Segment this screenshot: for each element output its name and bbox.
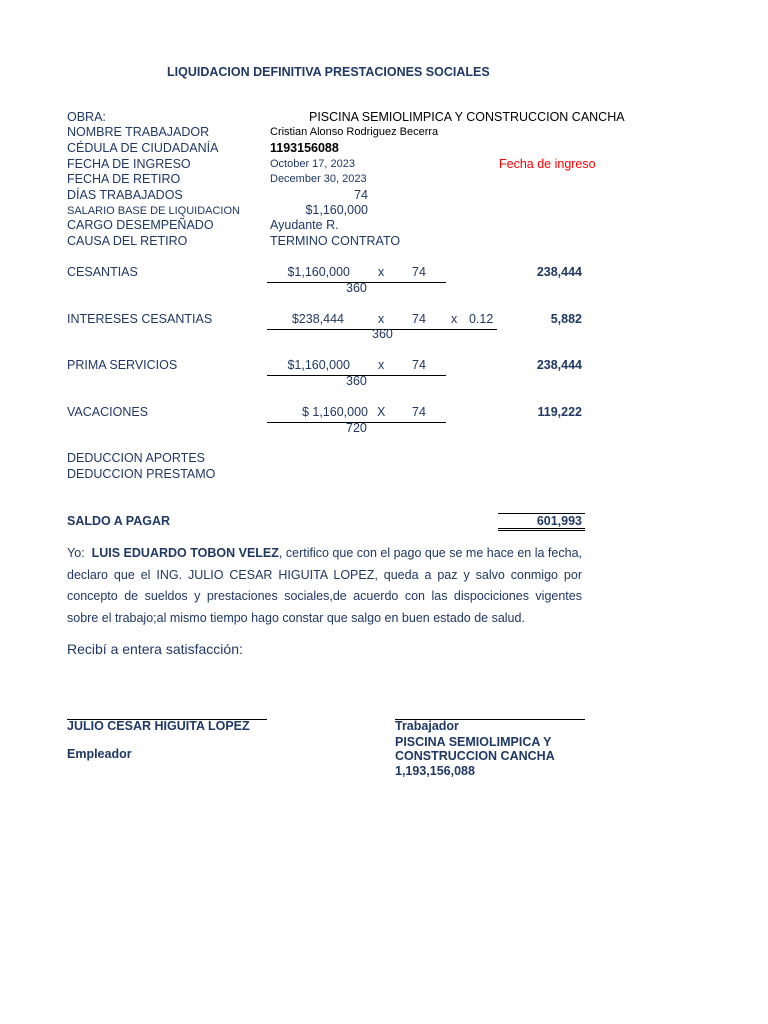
- prima-days: 74: [412, 358, 426, 372]
- retiro-label: FECHA DE RETIRO: [67, 172, 181, 186]
- empleador-name: JULIO CESAR HIGUITA LOPEZ: [67, 719, 250, 733]
- causa-value: TERMINO CONTRATO: [270, 234, 401, 248]
- retiro-value: December 30, 2023: [270, 173, 367, 185]
- cert-yo: Yo:: [67, 546, 85, 560]
- obra-value: PISCINA SEMIOLIMPICA Y CONSTRUCCION CANCHA: [309, 110, 625, 124]
- cesantias-label: CESANTIAS: [67, 265, 138, 279]
- vacaciones-label: VACACIONES: [67, 405, 149, 419]
- recibi-label: Recibí a entera satisfacción:: [67, 641, 243, 657]
- intereses-result: 5,882: [550, 312, 582, 326]
- cargo-value: Ayudante R.: [270, 218, 339, 232]
- saldo-double-line-2: [498, 530, 585, 531]
- saldo-value: 601,993: [536, 514, 582, 528]
- cert-name: LUIS EDUARDO TOBON VELEZ: [91, 546, 279, 560]
- vacaciones-base: $ 1,160,000: [301, 405, 368, 419]
- cedula-value: 1193156088: [270, 141, 339, 155]
- cesantias-divisor: 360: [346, 281, 367, 295]
- ingreso-label: FECHA DE INGRESO: [67, 157, 191, 171]
- intereses-days: 74: [412, 312, 426, 326]
- intereses-divisor: 360: [372, 327, 393, 341]
- salario-label: SALARIO BASE DE LIQUIDACION: [67, 205, 240, 217]
- trabajador-id: 1,193,156,088: [395, 764, 475, 778]
- ingreso-value: October 17, 2023: [270, 158, 356, 170]
- cargo-label: CARGO DESEMPEÑADO: [67, 218, 214, 232]
- vacaciones-divisor: 720: [346, 421, 367, 435]
- obra-label: OBRA:: [67, 110, 106, 124]
- prima-result: 238,444: [536, 358, 582, 372]
- intereses-base: $238,444: [291, 312, 344, 326]
- intereses-op: x: [378, 312, 385, 326]
- certification-paragraph: [67, 543, 582, 629]
- saldo-label: SALDO A PAGAR: [67, 514, 171, 528]
- intereses-label: INTERESES CESANTIAS: [67, 312, 213, 326]
- cesantias-result: 238,444: [536, 265, 582, 279]
- salario-value: $1,160,000: [305, 203, 368, 217]
- cedula-label: CÉDULA DE CIUDADANÍA: [67, 141, 219, 155]
- trabajador-obra: PISCINA SEMIOLIMPICA Y CONSTRUCCION CANCHA: [395, 735, 555, 763]
- dias-value: 74: [354, 188, 368, 202]
- nombre-label: NOMBRE TRABAJADOR: [67, 125, 210, 139]
- vacaciones-op: X: [377, 405, 386, 419]
- intereses-op2: x: [451, 312, 458, 326]
- trabajador-label: Trabajador: [395, 719, 459, 733]
- cesantias-op: x: [378, 265, 385, 279]
- cesantias-days: 74: [412, 265, 426, 279]
- deduccion-prestamo-label: DEDUCCION PRESTAMO: [67, 467, 216, 481]
- prima-divisor: 360: [346, 374, 367, 388]
- vacaciones-result: 119,222: [537, 405, 582, 419]
- prima-base: $1,160,000: [287, 358, 350, 372]
- causa-label: CAUSA DEL RETIRO: [67, 234, 188, 248]
- prima-op: x: [378, 358, 385, 372]
- cert-text: , certifico que con el pago que se me hace en la fecha, declaro que el ING. JULIO CESAR HIGUITA LOPEZ, queda a paz y salvo conmigo por concepto de sueldos y prestaciones sociales,de acuerdo con las dispociciones vigentes sobre el trabajo;al mismo tiempo hago constar que salgo en buen estado de salud.: [67, 546, 582, 625]
- dias-label: DÍAS TRABAJADOS: [67, 188, 183, 202]
- nombre-value: Cristian Alonso Rodriguez Becerra: [270, 126, 439, 138]
- document-title: LIQUIDACION DEFINITIVA PRESTACIONES SOCIALES: [167, 65, 490, 79]
- vacaciones-days: 74: [412, 405, 426, 419]
- saldo-double-line-1: [498, 528, 585, 529]
- ingreso-note: Fecha de ingreso: [499, 157, 596, 171]
- prima-label: PRIMA SERVICIOS: [67, 358, 178, 372]
- intereses-rate: 0.12: [469, 312, 494, 326]
- deduccion-aportes-label: DEDUCCION APORTES: [67, 451, 205, 465]
- empleador-role: Empleador: [67, 747, 132, 761]
- cesantias-base: $1,160,000: [287, 265, 350, 279]
